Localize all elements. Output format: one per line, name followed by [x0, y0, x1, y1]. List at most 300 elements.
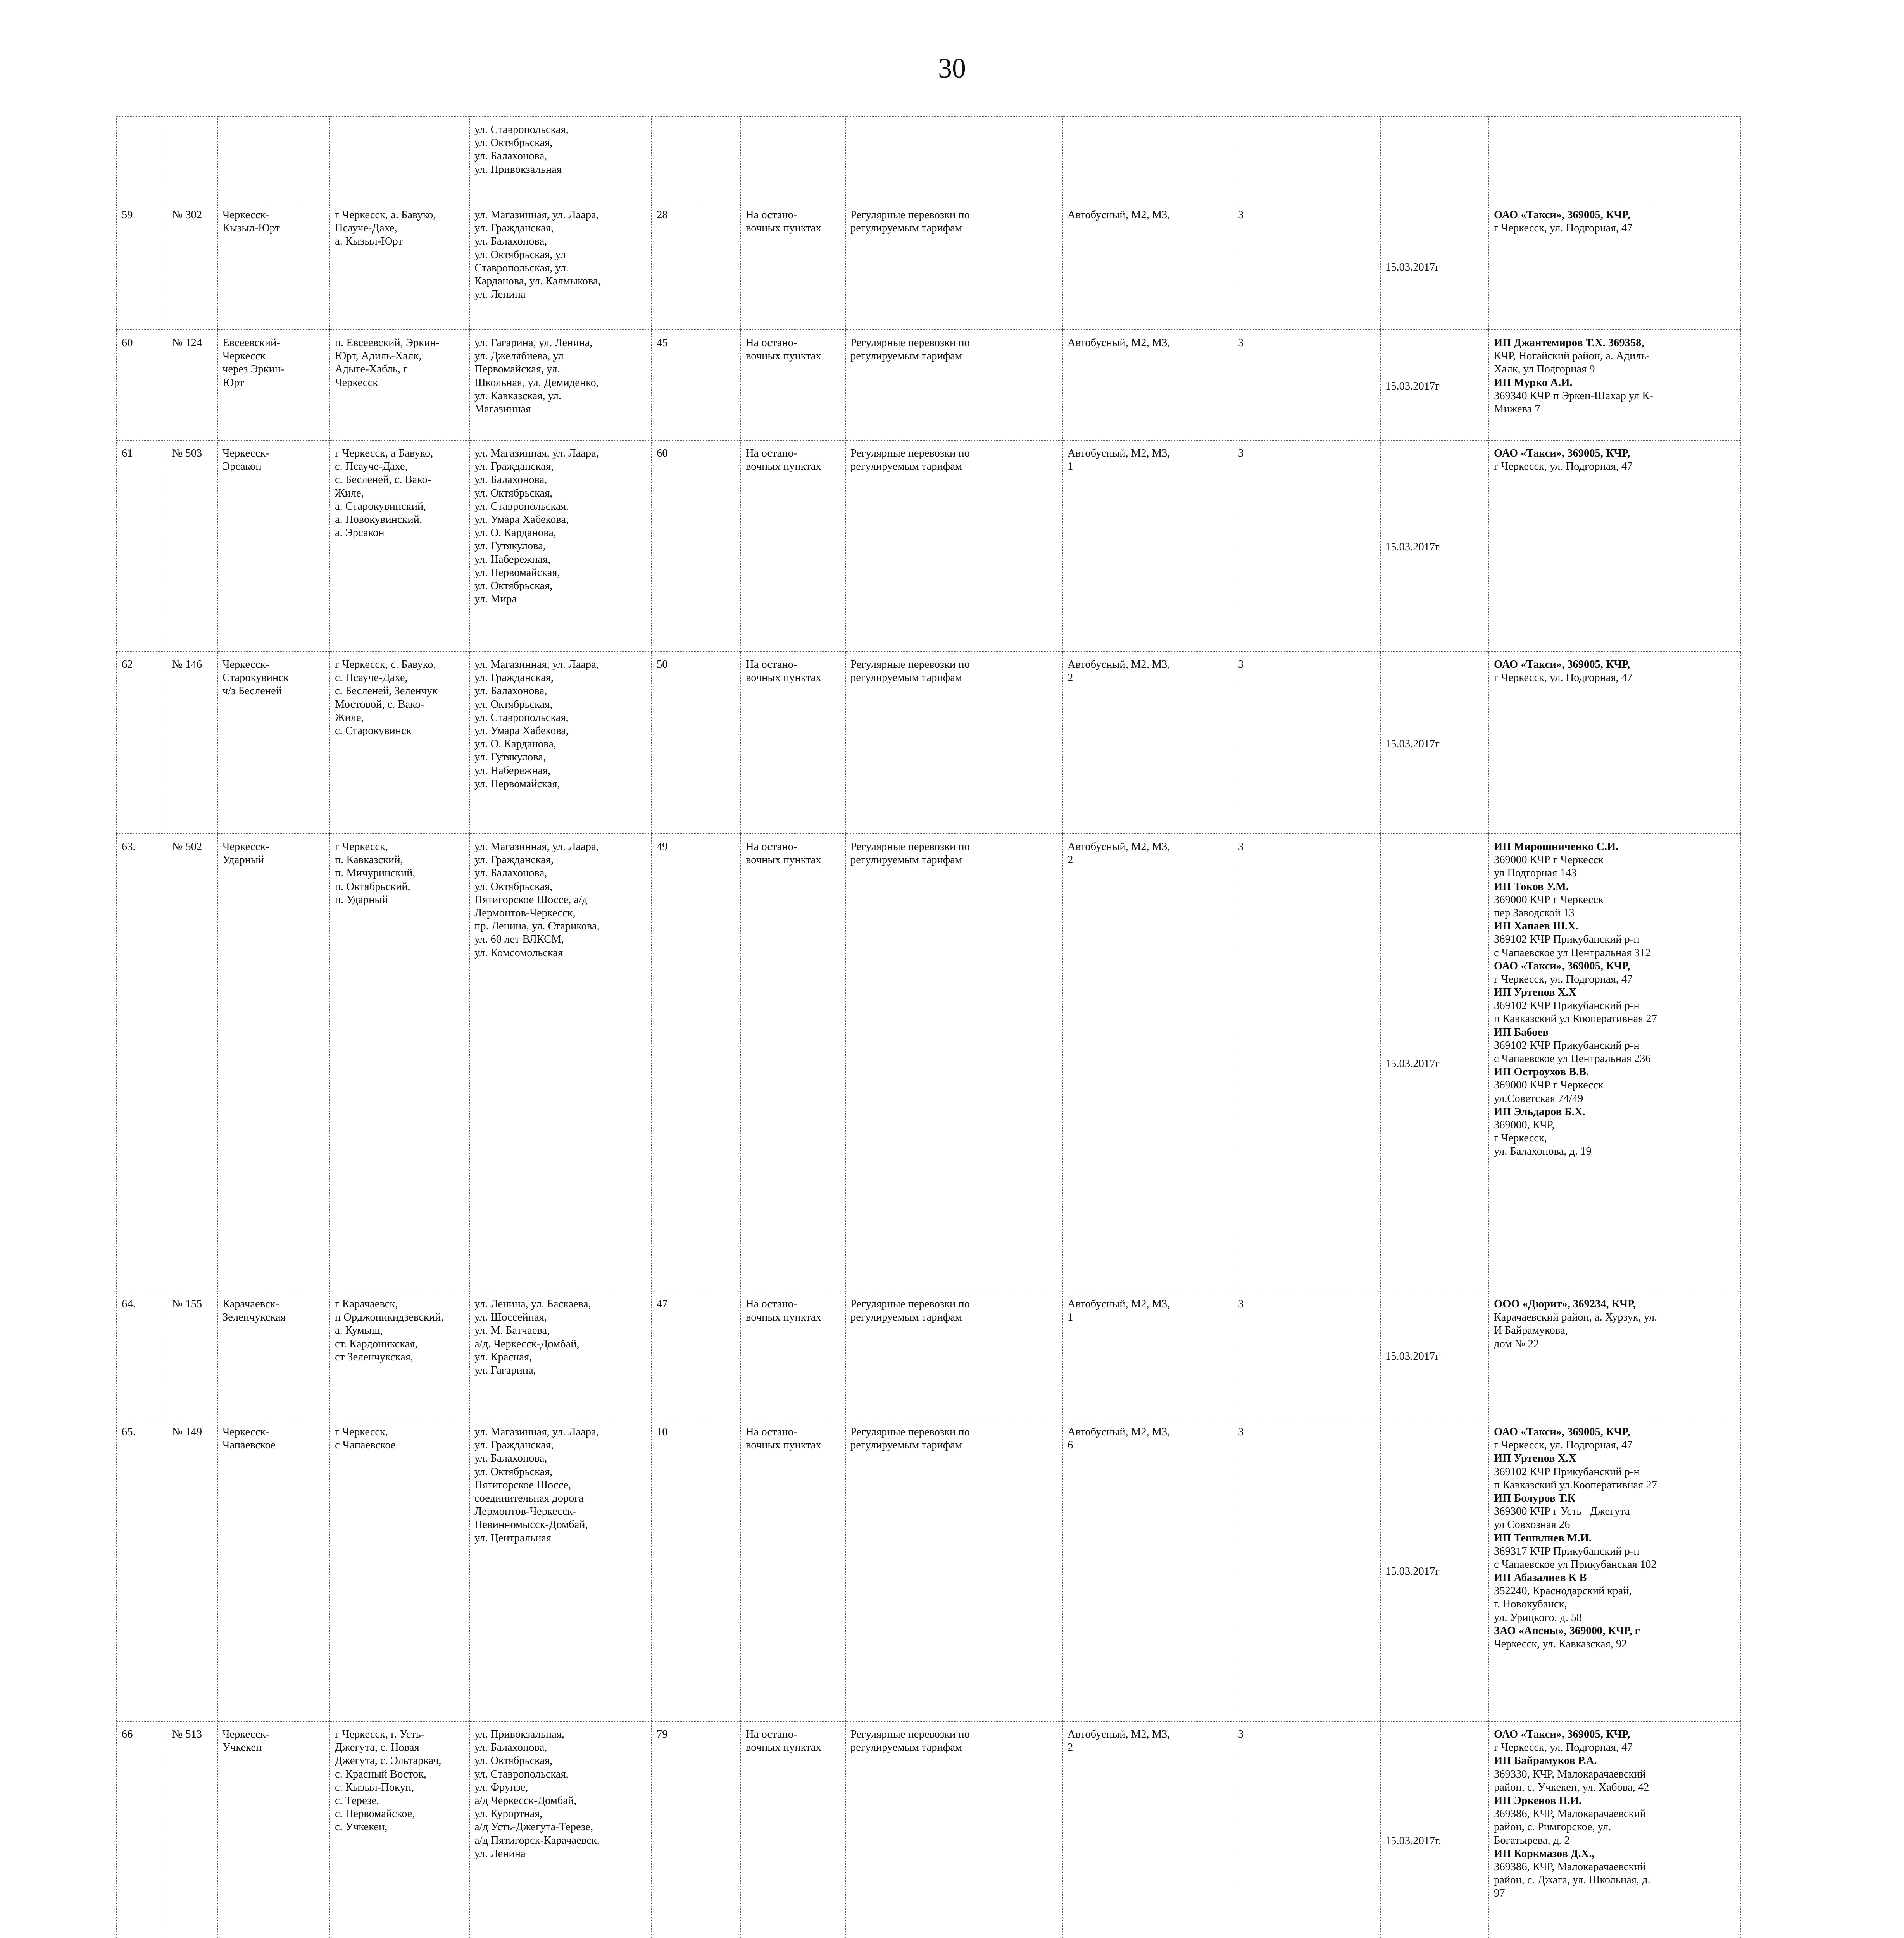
cell-route-no-text: № 513 — [172, 1728, 202, 1740]
cell-vehicles-line: Автобусный, М2, М3, — [1068, 841, 1170, 853]
carrier-address-line: район, с. Учкекен, ул. Хабова, 42 — [1494, 1781, 1649, 1793]
cell-length — [652, 440, 741, 652]
cell-route-name-line: Старокувинск — [222, 672, 289, 684]
carrier-address-line: 369386, КЧР, Малокарачаевский — [1494, 1860, 1646, 1873]
cell-class — [1233, 202, 1380, 330]
cell-stops-line: Юрт, Адиль-Халк, — [335, 350, 422, 362]
cell-stops-line: с. Старокувинск — [335, 724, 412, 737]
carrier-name: ИП Бабоев — [1494, 1026, 1549, 1038]
cell-streets-line: ул. Красная, — [474, 1351, 532, 1363]
cell-route-name-line: Черкесск- — [222, 841, 269, 853]
cell-carriers — [1489, 330, 1741, 440]
carrier-address-line: район, с. Римгорское, ул. — [1494, 1821, 1611, 1833]
cell-streets-line: ул. Первомайская, — [474, 566, 560, 579]
table-row — [117, 652, 1741, 834]
cell-streets-line: ул. Гагарина, ул. Ленина, — [474, 337, 593, 349]
cell-vehicles-line: Автобусный, М2, М3, — [1068, 1426, 1170, 1438]
cell-streets-line: ул. Набережная, — [474, 553, 551, 566]
cell-vehicles-line: Автобусный, М2, М3, — [1068, 1298, 1170, 1310]
cell-type-line: регулируемым тарифам — [850, 460, 962, 473]
cell-streets-line: Магазинная — [474, 403, 531, 415]
cell-stops-line: а. Кумыш, — [335, 1324, 383, 1337]
cell-streets-line: ул. Гражданская, — [474, 222, 554, 234]
carrier-name: ООО «Дюрит», 369234, КЧР, — [1494, 1298, 1636, 1310]
cell-streets-line: пр. Ленина, ул. Старикова, — [474, 920, 600, 933]
carrier-address-line: 369000 КЧР г Черкесск — [1494, 893, 1604, 906]
cell-streets-line: ул. Первомайская, — [474, 778, 560, 790]
carrier-address-line: 369317 КЧР Прикубанский р-н — [1494, 1545, 1640, 1557]
cell-route-name-line: Чапаевское — [222, 1439, 276, 1452]
cell-stops-line: ст. Кардоникская, — [335, 1338, 418, 1350]
cell-streets — [469, 834, 652, 1291]
cell-num-text: 64. — [122, 1298, 136, 1310]
carrier-address-line: п Кавказский ул Кооперативная 27 — [1494, 1013, 1657, 1025]
carrier-address-line: дом № 22 — [1494, 1338, 1539, 1350]
cell-streets-line: ул. Ставропольская, — [474, 500, 569, 512]
cell-route-name-line: Кызыл-Юрт — [222, 222, 280, 234]
carrier-name: ИП Токов У.М. — [1494, 880, 1569, 893]
cell-streets-line: Невинномысск-Домбай, — [474, 1519, 588, 1531]
cell-length — [652, 1419, 741, 1721]
carrier-address-line: Богатырева, д. 2 — [1494, 1834, 1570, 1847]
cell-class — [1233, 834, 1380, 1291]
carrier-address-line: п Кавказский ул.Кооперативная 27 — [1494, 1479, 1657, 1491]
cell-route-name — [217, 1291, 330, 1419]
cell-streets-line: ул. Гутякулова, — [474, 540, 546, 552]
cell-streets — [469, 117, 652, 202]
cell-stops-line: п Орджоникидзевский, — [335, 1311, 444, 1324]
cell-streets-line: ул. Гражданская, — [474, 672, 554, 684]
cell-vehicles — [1062, 202, 1233, 330]
cell-carriers — [1489, 202, 1741, 330]
cell-streets-line: ул. Умара Хабекова, — [474, 513, 569, 526]
cell-route-name-line: Черкесск — [222, 350, 266, 362]
cell-date — [1380, 834, 1489, 1291]
cell-stops-line: Жиле, — [335, 487, 364, 499]
cell-vehicles-line: 1 — [1068, 1311, 1073, 1324]
cell-boarding-line: вочных пунктах — [746, 672, 821, 684]
table-row — [117, 834, 1741, 1291]
cell-streets-line: ул. О. Карданова, — [474, 738, 556, 750]
cell-streets-line: ул. Гражданская, — [474, 460, 554, 473]
carrier-address-line: с Чапаевское ул Прикубанская 102 — [1494, 1558, 1657, 1571]
cell-type-line: регулируемым тарифам — [850, 1741, 962, 1754]
cell-streets-line: а/д Черкесск-Домбай, — [474, 1794, 577, 1807]
carrier-address-line: ул. Балахонова, д. 19 — [1494, 1145, 1592, 1158]
cell-class-text: 3 — [1238, 447, 1244, 459]
cell-route-name-line: Черкесск- — [222, 447, 269, 459]
cell-stops-line: а. Новокувинский, — [335, 513, 423, 526]
table-row — [117, 1721, 1741, 1938]
cell-stops — [330, 330, 469, 440]
cell-boarding — [741, 1291, 845, 1419]
cell-streets-line: ул. Балахонова, — [474, 474, 547, 486]
cell-vehicles-line: 2 — [1068, 672, 1073, 684]
cell-vehicles-line: 2 — [1068, 1741, 1073, 1754]
cell-stops-line: п. Кавказский, — [335, 854, 403, 866]
carrier-address-line: ул Подгорная 143 — [1494, 867, 1577, 879]
cell-boarding — [741, 330, 845, 440]
cell-stops-line: г Черкесск, а. Бавуко, — [335, 209, 436, 221]
cell-num — [117, 1721, 167, 1938]
cell-streets-line: ул. Фрунзе, — [474, 1781, 528, 1793]
carrier-address-line: 369000 КЧР г Черкесск — [1494, 854, 1604, 866]
cell-streets-line: ул. Кавказская, ул. — [474, 390, 561, 402]
cell-boarding — [741, 834, 845, 1291]
cell-streets-line: ул. Привокзальная, — [474, 1728, 565, 1740]
cell-stops-line: Джегута, с. Эльтаркач, — [335, 1755, 442, 1767]
cell-date — [1380, 1291, 1489, 1419]
cell-type — [845, 1291, 1062, 1419]
cell-stops-line: с Чапаевское — [335, 1439, 396, 1452]
carrier-name: ОАО «Такси», 369005, КЧР, — [1494, 659, 1630, 671]
carrier-address-line: Карачаевский район, а. Хурзук, ул. — [1494, 1311, 1657, 1324]
cell-type-line: регулируемым тарифам — [850, 350, 962, 362]
cell-class-text: 3 — [1238, 1728, 1244, 1740]
cell-streets-line: ул. Магазинная, ул. Лаара, — [474, 1426, 599, 1438]
cell-date — [1380, 202, 1489, 330]
cell-streets-line: ул. Ставропольская, — [474, 1768, 569, 1780]
cell-boarding-line: вочных пунктах — [746, 1311, 821, 1324]
cell-streets-line: ул. Октябрьская, — [474, 880, 553, 893]
table-row — [117, 1291, 1741, 1419]
cell-length-text: 10 — [657, 1426, 668, 1438]
cell-streets-line: ул. Гутякулова, — [474, 751, 546, 764]
carrier-address-line: ул.Советская 74/49 — [1494, 1092, 1583, 1105]
cell-carriers — [1489, 1291, 1741, 1419]
cell-stops — [330, 440, 469, 652]
cell-class — [1233, 330, 1380, 440]
cell-streets-line: ул. Ставропольская, — [474, 124, 569, 136]
cell-carriers — [1489, 1721, 1741, 1938]
carrier-address-line: КЧР, Ногайский район, а. Адиль- — [1494, 350, 1650, 362]
cell-boarding-line: вочных пунктах — [746, 854, 821, 866]
cell-streets-line: ул. Октябрьская, — [474, 487, 553, 499]
cell-route-no-text: № 503 — [172, 447, 202, 459]
cell-route-name — [217, 117, 330, 202]
cell-vehicles-line: 6 — [1068, 1439, 1073, 1452]
cell-class — [1233, 440, 1380, 652]
cell-vehicles — [1062, 440, 1233, 652]
cell-stops-line: с. Псауче-Дахе, — [335, 460, 408, 473]
cell-vehicles — [1062, 652, 1233, 834]
cell-type-line: Регулярные перевозки по — [850, 447, 970, 459]
cell-stops — [330, 834, 469, 1291]
cell-stops-line: п. Мичуринский, — [335, 867, 416, 879]
cell-route-no-text: № 149 — [172, 1426, 202, 1438]
cell-streets — [469, 330, 652, 440]
cell-route-name-line: Учкекен — [222, 1741, 262, 1754]
cell-streets-line: ул. Балахонова, — [474, 150, 547, 162]
cell-stops-line: г Черкесск, с. Бавуко, — [335, 659, 436, 671]
cell-route-no-text: № 155 — [172, 1298, 202, 1310]
cell-type — [845, 1419, 1062, 1721]
carrier-name: ИП Тешвлиев М.И. — [1494, 1532, 1592, 1544]
cell-length — [652, 117, 741, 202]
cell-length — [652, 330, 741, 440]
cell-class-text: 3 — [1238, 1426, 1244, 1438]
cell-num — [117, 330, 167, 440]
cell-num-text: 60 — [122, 337, 133, 349]
cell-stops-line: п. Евсеевский, Эркин- — [335, 337, 440, 349]
cell-num-text: 66 — [122, 1728, 133, 1740]
cell-date — [1380, 330, 1489, 440]
cell-length-text: 47 — [657, 1298, 668, 1310]
cell-route-name — [217, 202, 330, 330]
cell-stops-line: г Черкесск, г. Усть- — [335, 1728, 425, 1740]
cell-boarding — [741, 1419, 845, 1721]
cell-boarding-line: На остано- — [746, 447, 797, 459]
cell-route-name-line: Ударный — [222, 854, 264, 866]
cell-streets-line: Карданова, ул. Калмыкова, — [474, 275, 601, 287]
cell-boarding-line: На остано- — [746, 659, 797, 671]
cell-stops-line: г Карачаевск, — [335, 1298, 398, 1310]
cell-streets-line: ул. Комсомольская — [474, 947, 563, 959]
cell-route-no — [167, 330, 217, 440]
cell-streets-line: ул. Гражданская, — [474, 1439, 554, 1452]
carrier-name: ОАО «Такси», 369005, КЧР, — [1494, 447, 1630, 459]
cell-length-text: 49 — [657, 841, 668, 853]
table-row — [117, 1419, 1741, 1721]
cell-streets-line: Пятигорское Шоссе, — [474, 1479, 571, 1491]
cell-boarding-line: На остано- — [746, 1298, 797, 1310]
cell-num-text: 61 — [122, 447, 133, 459]
cell-route-no — [167, 117, 217, 202]
cell-stops-line: с. Кызыл-Покун, — [335, 1781, 414, 1793]
cell-type — [845, 652, 1062, 834]
cell-streets-line: ул. Мира — [474, 593, 517, 605]
cell-length — [652, 834, 741, 1291]
carrier-address-line: с Чапаевское ул Центральная 312 — [1494, 947, 1651, 959]
carrier-address-line: г Черкесск, ул. Подгорная, 47 — [1494, 672, 1633, 684]
cell-stops — [330, 1291, 469, 1419]
table-row — [117, 202, 1741, 330]
table-row — [117, 330, 1741, 440]
cell-streets-line: а/д. Черкесск-Домбай, — [474, 1338, 579, 1350]
cell-stops-line: п. Ударный — [335, 893, 388, 906]
cell-route-no-text: № 302 — [172, 209, 202, 221]
cell-stops — [330, 1419, 469, 1721]
cell-type-line: Регулярные перевозки по — [850, 337, 970, 349]
cell-date-text: 15.03.2017г — [1385, 738, 1440, 750]
cell-route-name-line: через Эркин- — [222, 363, 285, 376]
cell-streets-line: Лермонтов-Черкесск, — [474, 907, 576, 919]
cell-route-no — [167, 202, 217, 330]
cell-length-text: 50 — [657, 659, 668, 671]
carrier-address-line: г Черкесск, ул. Подгорная, 47 — [1494, 973, 1633, 985]
cell-length-text: 45 — [657, 337, 668, 349]
cell-date — [1380, 1721, 1489, 1938]
carrier-address-line: 369300 КЧР г Усть –Джегута — [1494, 1505, 1630, 1518]
cell-streets-line: ул. Центральная — [474, 1532, 552, 1544]
cell-date-text: 15.03.2017г — [1385, 1565, 1440, 1578]
cell-type — [845, 440, 1062, 652]
route-registry-table — [116, 116, 1741, 1938]
cell-type-line: регулируемым тарифам — [850, 1439, 962, 1452]
cell-date-text: 15.03.2017г — [1385, 1057, 1440, 1070]
cell-class — [1233, 652, 1380, 834]
cell-streets-line: ул. Октябрьская, — [474, 137, 553, 149]
cell-carriers — [1489, 652, 1741, 834]
cell-stops-line: Псауче-Дахе, — [335, 222, 397, 234]
cell-route-name-line: Черкесск- — [222, 1426, 269, 1438]
carrier-address-line: с Чапаевское ул Центральная 236 — [1494, 1053, 1651, 1065]
cell-route-name — [217, 652, 330, 834]
cell-streets-line: ул. Октябрьская, — [474, 698, 553, 710]
cell-vehicles — [1062, 1721, 1233, 1938]
cell-class — [1233, 1721, 1380, 1938]
cell-route-no-text: № 124 — [172, 337, 202, 349]
cell-boarding — [741, 202, 845, 330]
cell-streets-line: ул. Джелябиева, ул — [474, 350, 564, 362]
carrier-address-line: И Байрамукова, — [1494, 1324, 1568, 1337]
carrier-name: ЗАО «Апсны», 369000, КЧР, г — [1494, 1624, 1640, 1637]
cell-vehicles-line: Автобусный, М2, М3, — [1068, 209, 1170, 221]
cell-streets-line: а/д Пятигорск-Карачаевск, — [474, 1834, 600, 1847]
cell-num — [117, 1419, 167, 1721]
cell-stops-line: а. Эрсакон — [335, 527, 385, 539]
cell-streets — [469, 652, 652, 834]
carrier-name: ИП Байрамуков Р.А. — [1494, 1755, 1597, 1767]
carrier-name: ИП Мирошниченко С.И. — [1494, 841, 1619, 853]
cell-carriers — [1489, 440, 1741, 652]
cell-streets-line: ул. Балахонова, — [474, 685, 547, 697]
carrier-address-line: г Черкесск, ул. Подгорная, 47 — [1494, 222, 1633, 234]
cell-stops-line: с. Бесленей, с. Вако- — [335, 474, 431, 486]
cell-stops-line: ст Зеленчукская, — [335, 1351, 413, 1363]
cell-boarding — [741, 117, 845, 202]
cell-streets-line: соединительная дорога — [474, 1492, 584, 1504]
cell-type-line: Регулярные перевозки по — [850, 1728, 970, 1740]
cell-vehicles — [1062, 1419, 1233, 1721]
cell-route-no — [167, 1721, 217, 1938]
cell-streets-line: ул. Гражданская, — [474, 854, 554, 866]
cell-stops-line: Черкесск — [335, 376, 378, 389]
cell-date-text: 15.03.2017г. — [1385, 1835, 1441, 1847]
cell-streets-line: ул. Балахонова, — [474, 235, 547, 248]
cell-stops-line: Адыге-Хабль, г — [335, 363, 408, 376]
cell-streets-line: Ставропольская, ул. — [474, 262, 569, 274]
cell-streets-line: ул. Октябрьская, — [474, 579, 553, 592]
cell-stops-line: Джегута, с. Новая — [335, 1741, 419, 1754]
carrier-address-line: 369000 КЧР г Черкесск — [1494, 1079, 1604, 1091]
cell-streets-line: ул. Набережная, — [474, 764, 551, 777]
cell-vehicles-line: Автобусный, М2, М3, — [1068, 1728, 1170, 1740]
cell-stops-line: с. Учкекен, — [335, 1821, 388, 1833]
cell-date-text: 15.03.2017г — [1385, 261, 1440, 273]
cell-boarding — [741, 652, 845, 834]
cell-stops-line: г Черкесск, — [335, 1426, 388, 1438]
carrier-address-line: район, с. Джага, ул. Школьная, д. — [1494, 1874, 1650, 1886]
cell-stops — [330, 202, 469, 330]
cell-class-text: 3 — [1238, 1298, 1244, 1310]
carrier-name: ОАО «Такси», 369005, КЧР, — [1494, 1728, 1630, 1740]
cell-stops-line: с. Псауче-Дахе, — [335, 672, 408, 684]
carrier-address-line: пер Заводской 13 — [1494, 907, 1575, 919]
cell-boarding-line: На остано- — [746, 209, 797, 221]
carrier-name: ИП Эркенов Н.И. — [1494, 1794, 1582, 1807]
cell-vehicles — [1062, 1291, 1233, 1419]
cell-route-no-text: № 502 — [172, 841, 202, 853]
cell-streets-line: ул. Балахонова, — [474, 1741, 547, 1754]
cell-stops-line: Жиле, — [335, 711, 364, 724]
cell-vehicles — [1062, 834, 1233, 1291]
cell-route-name — [217, 330, 330, 440]
carrier-address-line: г. Новокубанск, — [1494, 1598, 1567, 1610]
carrier-address-line: 369102 КЧР Прикубанский р-н — [1494, 1466, 1640, 1478]
cell-class — [1233, 1291, 1380, 1419]
cell-route-no — [167, 652, 217, 834]
cell-num — [117, 834, 167, 1291]
cell-type — [845, 117, 1062, 202]
cell-boarding-line: На остано- — [746, 1426, 797, 1438]
carrier-address-line: 369102 КЧР Прикубанский р-н — [1494, 1000, 1640, 1012]
cell-boarding-line: вочных пунктах — [746, 1439, 821, 1452]
cell-streets-line: Пятигорское Шоссе, а/д — [474, 893, 588, 906]
cell-boarding-line: вочных пунктах — [746, 350, 821, 362]
cell-route-no — [167, 440, 217, 652]
cell-stops-line: г Черкесск, — [335, 841, 388, 853]
cell-route-name-line: Черкесск- — [222, 659, 269, 671]
carrier-name: ИП Болуров Т.К — [1494, 1492, 1576, 1504]
cell-date-text: 15.03.2017г — [1385, 541, 1440, 553]
cell-type-line: Регулярные перевозки по — [850, 1298, 970, 1310]
cell-stops-line: г Черкесск, а Бавуко, — [335, 447, 433, 459]
carrier-name: ИП Уртенов Х.Х — [1494, 1452, 1576, 1465]
cell-streets-line: ул. Магазинная, ул. Лаара, — [474, 447, 599, 459]
cell-stops-line: а. Старокувинский, — [335, 500, 426, 512]
carrier-address-line: Халк, ул Подгорная 9 — [1494, 363, 1595, 376]
cell-boarding-line: вочных пунктах — [746, 460, 821, 473]
cell-streets-line: ул. Шоссейная, — [474, 1311, 547, 1324]
cell-length — [652, 202, 741, 330]
cell-streets-line: ул. О. Карданова, — [474, 527, 556, 539]
carrier-address-line: г Черкесск, ул. Подгорная, 47 — [1494, 1439, 1633, 1452]
cell-type-line: регулируемым тарифам — [850, 854, 962, 866]
carrier-name: ИП Остроухов В.В. — [1494, 1066, 1589, 1078]
cell-stops — [330, 1721, 469, 1938]
cell-streets-line: ул. М. Батчаева, — [474, 1324, 550, 1337]
cell-route-name-line: ч/з Бесленей — [222, 685, 282, 697]
cell-length-text: 79 — [657, 1728, 668, 1740]
carrier-address-line: г Черкесск, ул. Подгорная, 47 — [1494, 1741, 1633, 1754]
cell-num-text: 59 — [122, 209, 133, 221]
table-body — [117, 117, 1741, 1938]
cell-num — [117, 202, 167, 330]
cell-streets — [469, 440, 652, 652]
carrier-address-line: 369330, КЧР, Малокарачаевский — [1494, 1768, 1646, 1780]
cell-type — [845, 834, 1062, 1291]
cell-streets-line: Первомайская, ул. — [474, 363, 560, 376]
cell-num — [117, 440, 167, 652]
cell-type — [845, 202, 1062, 330]
cell-date — [1380, 117, 1489, 202]
carrier-address-line: 369386, КЧР, Малокарачаевский — [1494, 1808, 1646, 1820]
cell-streets — [469, 1721, 652, 1938]
cell-streets-line: ул. Ленина — [474, 288, 526, 301]
cell-route-name — [217, 1721, 330, 1938]
cell-stops-line: п. Октябрьский, — [335, 880, 410, 893]
cell-route-name-line: Черкесск- — [222, 209, 269, 221]
carrier-address-line: г Черкесск, — [1494, 1132, 1547, 1145]
cell-boarding-line: На остано- — [746, 841, 797, 853]
cell-streets-line: ул. Привокзальная — [474, 163, 562, 176]
cell-streets-line: ул. Курортная, — [474, 1808, 543, 1820]
cell-route-no — [167, 834, 217, 1291]
cell-type-line: Регулярные перевозки по — [850, 1426, 970, 1438]
cell-date-text: 15.03.2017г — [1385, 1350, 1440, 1362]
carrier-address-line: Мижева 7 — [1494, 403, 1540, 415]
